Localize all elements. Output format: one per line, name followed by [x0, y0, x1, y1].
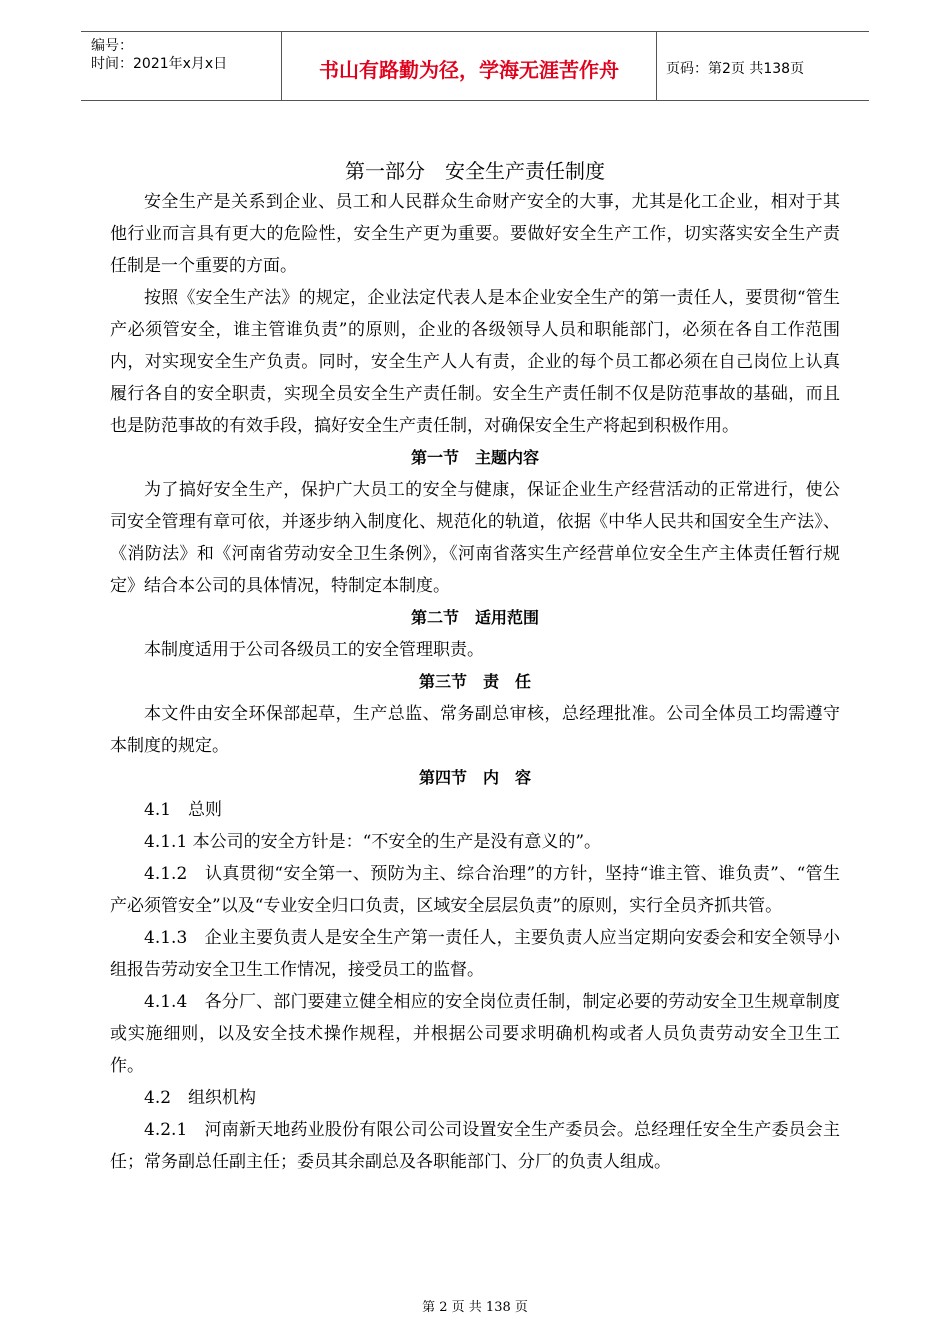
clause: 4.1.4 各分厂、部门要建立健全相应的安全岗位责任制，制定必要的劳动安全卫生规章制度或实施细则，以及安全技术操作规程，并根据公司要求明确机构或者人员负责劳动安全卫生工作。 [110, 992, 840, 1076]
motto: 书山有路勤为径，学海无涯苦作舟 [319, 58, 619, 82]
header-meta [81, 32, 281, 100]
section-heading: 第二节 适用范围 [410, 608, 539, 627]
document-title: 第一部分 安全生产责任制度 [345, 159, 605, 183]
document-body [110, 186, 840, 1178]
page-footer: 第 2 页 共 138 页 [422, 1300, 528, 1315]
header-page-code [656, 32, 869, 100]
section-heading: 第三节 责 任 [418, 672, 531, 691]
header-motto-cell [281, 32, 657, 100]
paragraph: 为了搞好安全生产，保护广大员工的安全与健康，保证企业生产经营活动的正常进行，使公司安全管理有章可依，并逐步纳入制度化、规范化的轨道，依据《中华人民共和国安全生产法》、《消防法》和《河南省劳动安全卫生条例》，《河南省落实生产经营单位安全生产主体责任暂行规定》结合本公司的具体情况，特制定本制度。 [110, 480, 840, 596]
clause: 4.2 组织机构 [144, 1088, 257, 1108]
section-heading: 第一节 主题内容 [410, 448, 539, 467]
clause: 4.1.3 企业主要负责人是安全生产第一责任人，主要负责人应当定期向安委会和安全领导小组报告劳动安全卫生工作情况，接受员工的监督。 [110, 928, 840, 980]
paragraph: 安全生产是关系到企业、员工和人民群众生命财产安全的大事，尤其是化工企业，相对于其他行业而言具有更大的危险性，安全生产更为重要。要做好安全生产工作，切实落实安全生产责任制是一个重要的方面。 [110, 192, 840, 276]
paragraph: 本文件由安全环保部起草，生产总监、常务副总审核，总经理批准。公司全体员工均需遵守本制度的规定。 [110, 704, 840, 756]
page-header [81, 31, 869, 101]
clause: 4.1.1 本公司的安全方针是：“不安全的生产是没有意义的”。 [144, 832, 602, 852]
paragraph: 本制度适用于公司各级员工的安全管理职责。 [144, 640, 484, 660]
clause: 4.2.1 河南新天地药业股份有限公司公司设置安全生产委员会。总经理任安全生产委员会主任；常务副总任副主任；委员其余副总及各职能部门、分厂的负责人组成。 [110, 1120, 840, 1172]
section-heading: 第四节 内 容 [418, 768, 531, 787]
clause: 4.1 总则 [144, 800, 223, 820]
number-label: 编号： [91, 38, 133, 54]
time-label: 时间：2021年x月x日 [91, 56, 228, 72]
paragraph: 按照《安全生产法》的规定，企业法定代表人是本企业安全生产的第一责任人，要贯彻“管生产必须管安全，谁主管谁负责”的原则，企业的各级领导人员和职能部门，必须在各自工作范围内，对实现安全生产负责。同时，安全生产人人有责，企业的每个员工都必须在自己岗位上认真履行各自的安全职责，实现全员安全生产责任制。安全生产责任制不仅是防范事故的基础，而且也是防范事故的有效手段，搞好安全生产责任制，对确保安全生产将起到积极作用。 [110, 288, 840, 436]
clause: 4.1.2 认真贯彻“安全第一、预防为主、综合治理”的方针，坚持“谁主管、谁负责”、“管生产必须管安全”以及“专业安全归口负责，区域安全层层负责”的原则，实行全员齐抓共管。 [110, 864, 840, 916]
page-code: 页码：第2页 共138页 [666, 61, 805, 77]
